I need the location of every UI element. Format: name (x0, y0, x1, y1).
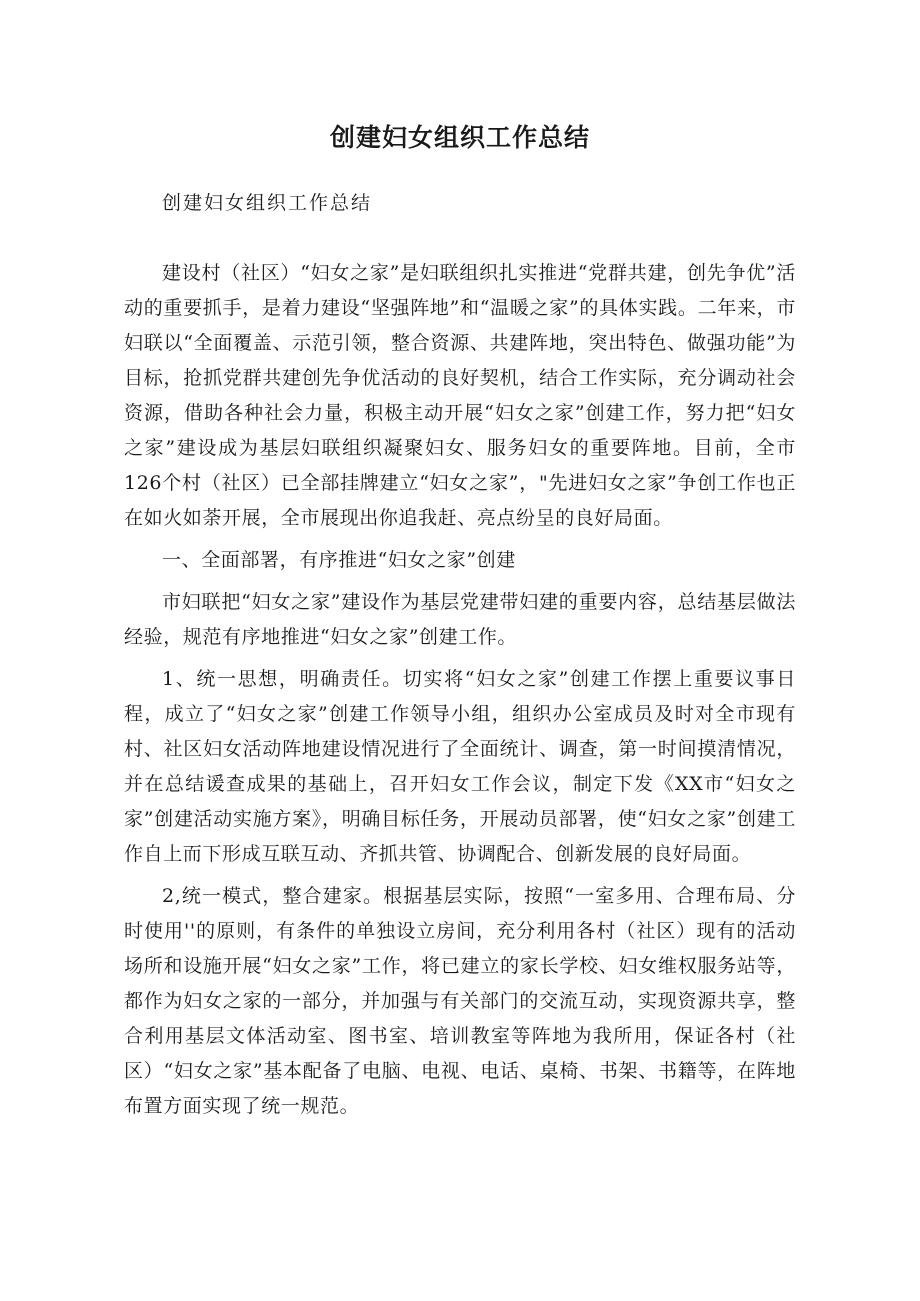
paragraph-section-1-intro: 市妇联把“妇女之家”建设作为基层党建带妇建的重要内容，总结基层做法经验，规范有序地推进“妇女之家”创建工作。 (124, 591, 796, 648)
document-body (124, 186, 796, 1131)
document-title: 创建妇女组织工作总结 (329, 123, 590, 152)
paragraph-intro: 建设村（社区）“妇女之家”是妇联组织扎实推进“党群共建，创先争优”活动的重要抓手，是着力建设“坚强阵地”和“温暖之家”的具体实践。二年来，市妇联以“全面覆盖、示范引领，整合资源、共建阵地，突出特色、做强功能”为目标，抢抓党群共建创先争优活动的良好契机，结合工作实际，充分调动社会资源，借助各种社会力量，积极主动开展“妇女之家”创建工作，努力把“妇女之家”建设成为基层妇联组织凝聚妇女、服务妇女的重要阵地。目前，全市126个村（社区）已全部挂牌建立“妇女之家”，"先进妇女之家”争创工作也正在如火如荼开展，全市展现出你追我赶、亮点纷呈的良好局面。 (124, 262, 796, 529)
paragraph-item-2: 2,统一模式，整合建家。根据基层实际，按照“一室多用、合理布局、分时使用''的原则，有条件的单独设立房间，充分利用各村（社区）现有的活动场所和设施开展“妇女之家”工作，将已建立的家长学校、妇女维权服务站等，都作为妇女之家的一部分，并加强与有关部门的交流互动，实现资源共享，整合利用基层文体活动室、图书室、培训教室等阵地为我所用，保证各村（社区）“妇女之家”基本配备了电脑、电视、电话、桌椅、书架、书籍等，在阵地布置方面实现了统一规范。 (124, 885, 796, 1117)
section-heading-1: 一、全面部署，有序推进“妇女之家”创建 (162, 549, 516, 571)
paragraph-item-1: 1、统一思想，明确责任。切实将“妇女之家”创建工作摆上重要议事日程，成立了“妇女之家”创建工作领导小组，组织办公室成员及时对全市现有村、社区妇女活动阵地建设情况进行了全面统计、调查，第一时间摸清情况，并在总结谖查成果的基础上，召开妇女工作会议，制定下发《XX市“妇女之家”创建活动实施方案》，明确目标任务，开展动员部署，使“妇女之家”创建工作自上而下形成互联互动、齐抓共管、协调配合、创新发展的良好局面。 (124, 668, 796, 865)
document-subtitle: 创建妇女组织工作总结 (162, 192, 373, 214)
